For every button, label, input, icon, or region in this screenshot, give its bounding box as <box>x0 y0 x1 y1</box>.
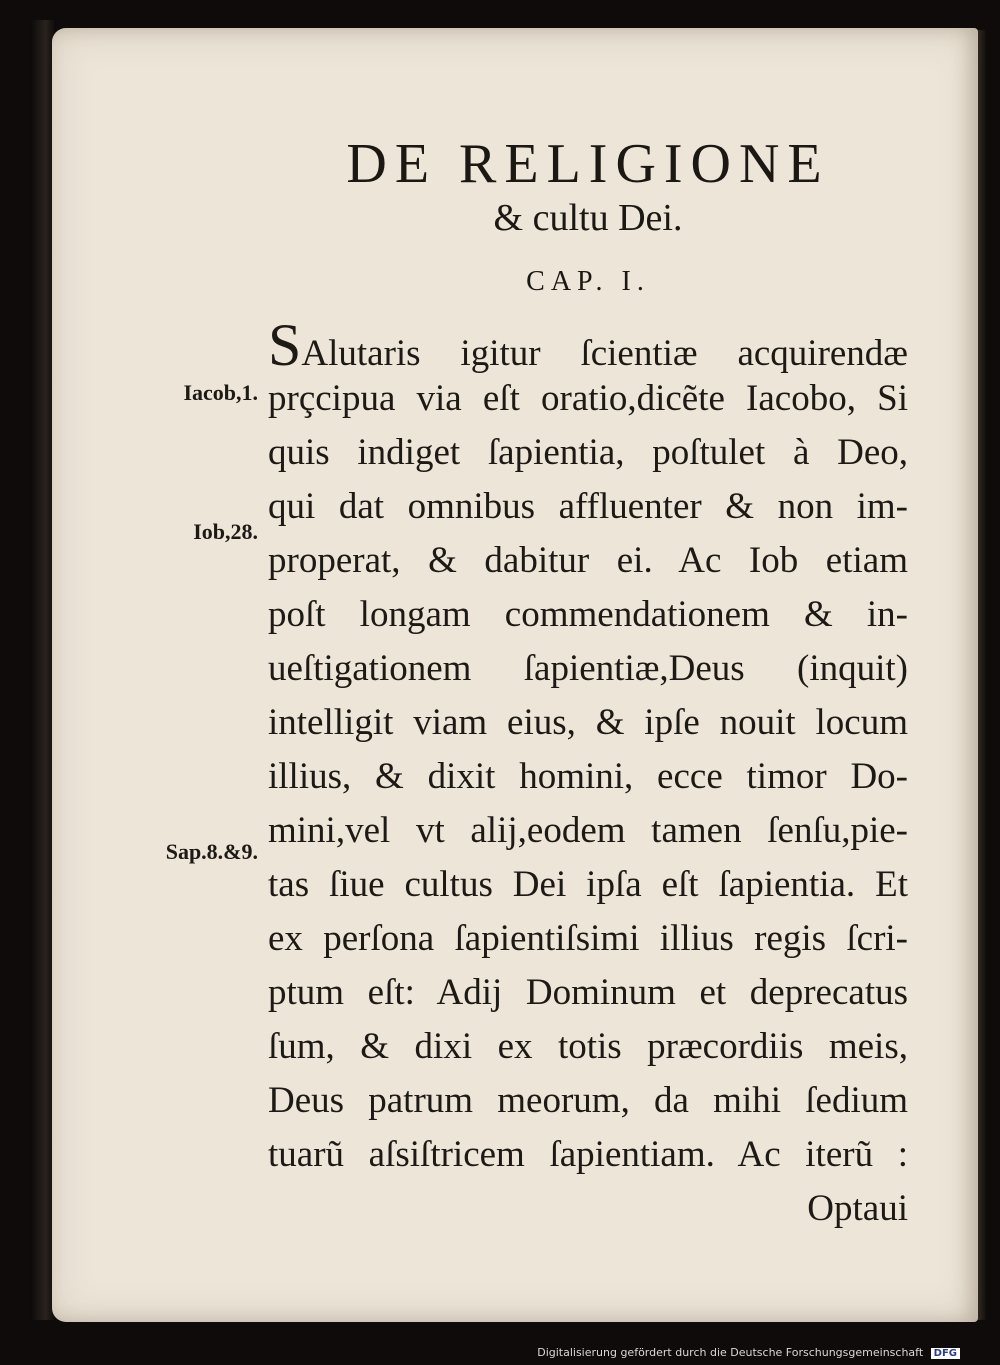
margin-note-iacob: Iacob,1. <box>183 380 258 405</box>
text-line: intelligit viam eius, & ipſe nouit locum <box>268 702 908 743</box>
text-line: tuarũ aſsiſtricem ſapientiam. Ac iterũ : <box>268 1134 908 1175</box>
text-line: ueſtigationem ſapientiæ,Deus (inquit) <box>268 648 908 689</box>
text-line <box>268 312 908 378</box>
text-line: illius, & dixit homini, ecce timor Do- <box>268 756 908 797</box>
catchword: Optaui <box>807 1188 908 1229</box>
text-line: mini,vel vt alij,eodem tamen ſenſu,pie- <box>268 810 908 851</box>
text-line: Deus patrum meorum, da mihi ſedium <box>268 1080 908 1121</box>
margin-note-iob: Iob,28. <box>193 519 258 544</box>
page-subtitle: & cultu Dei. <box>493 197 683 239</box>
margin-note-sap: Sap.8.&9. <box>165 839 258 864</box>
text-line: quis indiget ſapientia, poſtulet à Deo, <box>268 432 908 473</box>
text-line: poſt longam commendationem & in- <box>268 594 908 635</box>
text-line: ſum, & dixi ex totis præcordiis meis, <box>268 1026 908 1067</box>
page-title: DE RELIGIONE <box>346 133 830 195</box>
dfg-logo: DFG <box>931 1348 960 1359</box>
chapter-heading: CAP. I. <box>526 266 650 297</box>
text-line: tas ſiue cultus Dei ipſa eſt ſapientia. Et <box>268 864 908 905</box>
body-text <box>268 312 908 1236</box>
credit-text: Digitalisierung gefördert durch die Deutsche Forschungsgemeinschaft <box>537 1346 924 1359</box>
text-line-content: Alutaris igitur ſcientiæ acquirendæ <box>301 333 908 374</box>
text-line: ex perſona ſapientiſsimi illius regis ſcri- <box>268 918 908 959</box>
drop-cap: S <box>268 312 302 378</box>
text-line: qui dat omnibus affluenter & non im- <box>268 486 908 527</box>
text-line: prçcipua via eſt oratio,dicẽte Iacobo, Si <box>268 378 908 419</box>
text-line: properat, & dabitur ei. Ac Iob etiam <box>268 540 908 581</box>
digitization-credit <box>537 1346 960 1359</box>
text-line: ptum eſt: Adij Dominum et deprecatus <box>268 972 908 1013</box>
